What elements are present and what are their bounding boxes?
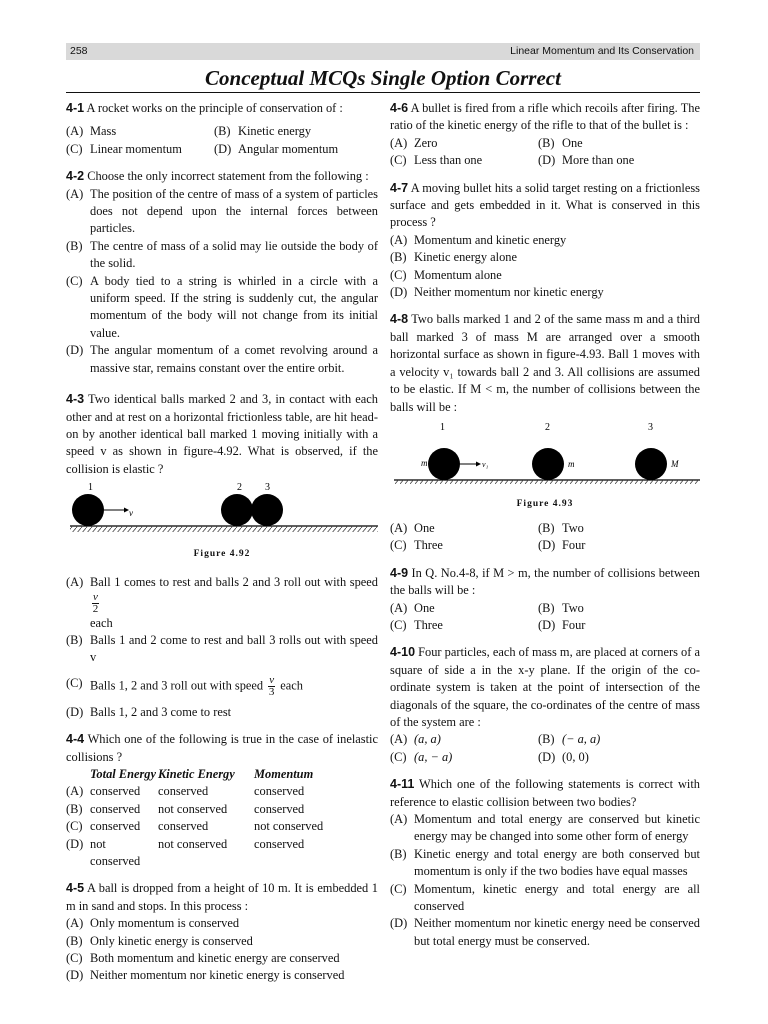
answer-table: Total Energy Kinetic Energy Momentum (A) conserved conserved conserved (B) conserved not conserved conserved (C) conserved conserved not conserved (D) not conserved not conserved conserved: [66, 766, 378, 870]
figure-4-92-drawing: [66, 480, 378, 552]
options-grid: [390, 135, 700, 170]
ball-label-1: 1: [440, 421, 445, 433]
option-d: (D) More than one: [538, 153, 635, 168]
options-grid: [66, 123, 378, 158]
option-c: (C) Linear momentum: [66, 141, 182, 156]
ball-1: [428, 448, 460, 480]
option-d: (D) Neither momentum nor kinetic energy need be conserved but total energy must be conserved.: [390, 916, 700, 948]
option-a: (A) Momentum and total energy are conserved but kinetic energy may be changed into some other form of energy: [390, 812, 700, 844]
mass-label-1: m: [421, 457, 428, 468]
option-c: (C) Less than one: [390, 153, 483, 168]
option-a: (A) One: [390, 520, 435, 535]
option-c: (C) Momentum, kinetic energy and total energy are all conserved: [390, 881, 700, 914]
question-text: A bullet is fired from a rifle which recoils after firing. The ratio of the kinetic energy of the rifle to that of the bullet is :: [390, 101, 700, 133]
option-b: (B) Kinetic energy and total energy are both conserved but momentum is only if the two bodies have equal masses: [390, 846, 700, 879]
option-a: (A) Only momentum is conserved: [66, 916, 240, 931]
option-b: (B) Two: [538, 520, 584, 535]
option-c: (C) Three: [390, 538, 443, 553]
question-text: Four particles, each of mass m, are placed at corners of a square of side a in the x-y plane. If the origin of the co-ordinate system is taken at the point of intersection of the diagonals of the square, the co-ordinates of the centre of mass of the system are :: [390, 645, 700, 729]
ball-label-3: 3: [648, 421, 653, 433]
column-header: Total Energy: [90, 766, 156, 781]
option-d: (D) (0, 0): [538, 749, 589, 764]
column-header: Momentum: [254, 766, 314, 781]
figure-caption: Figure 4.93: [516, 498, 574, 509]
option-d: (D) Four: [538, 538, 586, 553]
arrowhead: [476, 461, 481, 466]
option-c: (C) Momentum alone: [390, 267, 502, 282]
question-text: Which one of the following statements is correct with reference to elastic collision between two bodies?: [390, 777, 700, 809]
question-number: 4-10: [390, 645, 416, 660]
figure-4-93: [390, 418, 700, 508]
velocity-label: v: [129, 508, 133, 519]
ball-label-3: 3: [265, 482, 270, 494]
option-d: (D) Four: [538, 617, 586, 632]
option-d: (D) Neither momentum nor kinetic energy: [390, 285, 604, 300]
option-a: (A) Ball 1 comes to rest and balls 2 and 3 roll out with speed $\frac{v}{2}$ each: [66, 575, 378, 630]
question-4-1: [66, 100, 378, 158]
option-a: (A) Zero: [390, 135, 438, 150]
question-4-8: [390, 311, 700, 554]
question-number: 4-4: [66, 732, 85, 747]
question-text: Two balls marked 1 and 2 of the same mass m and a third ball marked 3 of mass M are arranged over a smooth horizontal surface as shown in figure-4.93. Ball 1 moves with a velocity v₁ towards ball 2 and 3. All collisions are assumed to be elastic. If M < m, the number of collisions between the balls will be :: [390, 312, 700, 414]
option-c: (C) Balls 1, 2 and 3 roll out with speed $\frac{v}{3}$ each: [66, 673, 303, 698]
title-rule: [66, 92, 700, 93]
running-title: Linear Momentum and Its Conservation: [510, 45, 694, 57]
question-number: 4-8: [390, 312, 409, 327]
figure-4-92: [66, 480, 378, 566]
options-grid: [390, 520, 700, 555]
table-row: (D) not conserved: [66, 836, 141, 868]
option-c: (C) A body tied to a string is whirled in a circle with a uniform speed. If the string is suddenly cut, the angular momentum of the body will not change from its initial value.: [66, 273, 378, 340]
question-4-3: [66, 391, 378, 721]
page-number: 258: [70, 45, 88, 57]
question-4-2: [66, 168, 378, 377]
question-text: A moving bullet hits a solid target resting on a frictionless surface and gets embedded in it. What is conserved in this process ?: [390, 180, 700, 230]
question-number: 4-11: [390, 777, 415, 792]
right-column: [390, 100, 700, 964]
option-a: (A) One: [390, 600, 435, 615]
table-row: (C) conserved: [66, 819, 141, 834]
question-text: Which one of the following is true in the case of inelastic collisions ?: [66, 732, 379, 764]
question-number: 4-7: [390, 180, 409, 195]
ball-label-2: 2: [545, 421, 550, 433]
question-4-5: [66, 880, 378, 984]
option-a: (A) The position of the centre of mass of a system of particles does not depend upon the internal forces between particles.: [66, 186, 378, 236]
question-4-4: [66, 731, 378, 870]
ball-3: [251, 494, 283, 526]
option-a: (A) Momentum and kinetic energy: [390, 232, 567, 247]
mass-label-2: m: [568, 458, 575, 469]
question-4-11: [390, 776, 700, 950]
question-4-6: [390, 100, 700, 170]
section-title: Conceptual MCQs Single Option Correct: [205, 66, 561, 90]
column-header: Kinetic Energy: [158, 766, 235, 781]
question-text: A ball is dropped from a height of 10 m. It is embedded 1 m in sand and stops. In this process :: [66, 881, 378, 913]
velocity-label: v₁: [482, 459, 489, 469]
option-b: (B) Only kinetic energy is conserved: [66, 933, 253, 948]
ball-label-2: 2: [237, 482, 242, 494]
table-row: (B) conserved: [66, 801, 141, 816]
option-b: (B) Balls 1 and 2 come to rest and ball 3 rolls out with speed v: [66, 632, 378, 665]
question-text: In Q. No.4-8, if M > m, the number of collisions between the balls will be :: [390, 565, 700, 598]
surface-hatching: [70, 526, 378, 532]
figure-caption: Figure 4.92: [193, 549, 251, 560]
figure-4-93-drawing: [390, 418, 700, 484]
option-c: (C) Both momentum and kinetic energy are conserved: [66, 951, 340, 966]
question-number: 4-9: [390, 565, 409, 580]
option-b: (B) (− a, a): [538, 732, 601, 747]
option-d: (D) Balls 1, 2 and 3 come to rest: [66, 704, 232, 719]
question-4-10: [390, 644, 700, 766]
mass-label-3: M: [671, 458, 679, 469]
ball-2: [532, 448, 564, 480]
question-number: 4-5: [66, 881, 85, 896]
ball-1: [72, 494, 104, 526]
question-number: 4-2: [66, 169, 85, 184]
options-grid: [390, 731, 700, 766]
left-column: [66, 100, 378, 999]
question-number: 4-6: [390, 101, 409, 115]
question-number: 4-3: [66, 392, 85, 407]
question-4-9: [390, 565, 700, 635]
option-a: (A) Mass: [66, 124, 117, 139]
ball-2: [221, 494, 253, 526]
option-d: (D) Neither momentum nor kinetic energy is conserved: [66, 968, 345, 983]
question-text: Two identical balls marked 2 and 3, in contact with each other and at rest on a horizontal frictionless table, are hit head-on by another identical ball marked 1 moving initially with a speed v as shown in figure-4.92. What is observed, if the collision is elastic ?: [66, 392, 378, 476]
question-text: Choose the only incorrect statement from the following :: [87, 169, 369, 184]
surface-hatching: [394, 480, 700, 484]
option-c: (C) (a, − a): [390, 749, 453, 764]
ball-3: [635, 448, 667, 480]
fraction-v-over-2: $\frac{v}{2}$: [92, 590, 99, 615]
option-b: (B) The centre of mass of a solid may lie outside the body of the solid.: [66, 238, 378, 271]
option-b: (B) Kinetic energy alone: [390, 250, 517, 265]
option-d: (D) Angular momentum: [214, 141, 339, 156]
option-c: (C) Three: [390, 617, 443, 632]
ball-label-1: 1: [88, 482, 93, 494]
table-row: (A) conserved: [66, 784, 141, 799]
options-grid: [390, 600, 700, 635]
option-d: (D) The angular momentum of a comet revolving around a massive star, remains constant over the entire orbit.: [66, 343, 378, 375]
page-header: [66, 43, 700, 60]
option-b: (B) Two: [538, 600, 584, 615]
question-4-7: [390, 180, 700, 302]
question-text: A rocket works on the principle of conservation of :: [86, 101, 343, 115]
option-a: (A) (a, a): [390, 732, 441, 747]
option-b: (B) One: [538, 135, 583, 150]
option-b: (B) Kinetic energy: [214, 124, 312, 139]
fraction-v-over-3: $\frac{v}{3}$: [268, 673, 275, 698]
question-number: 4-1: [66, 101, 85, 115]
